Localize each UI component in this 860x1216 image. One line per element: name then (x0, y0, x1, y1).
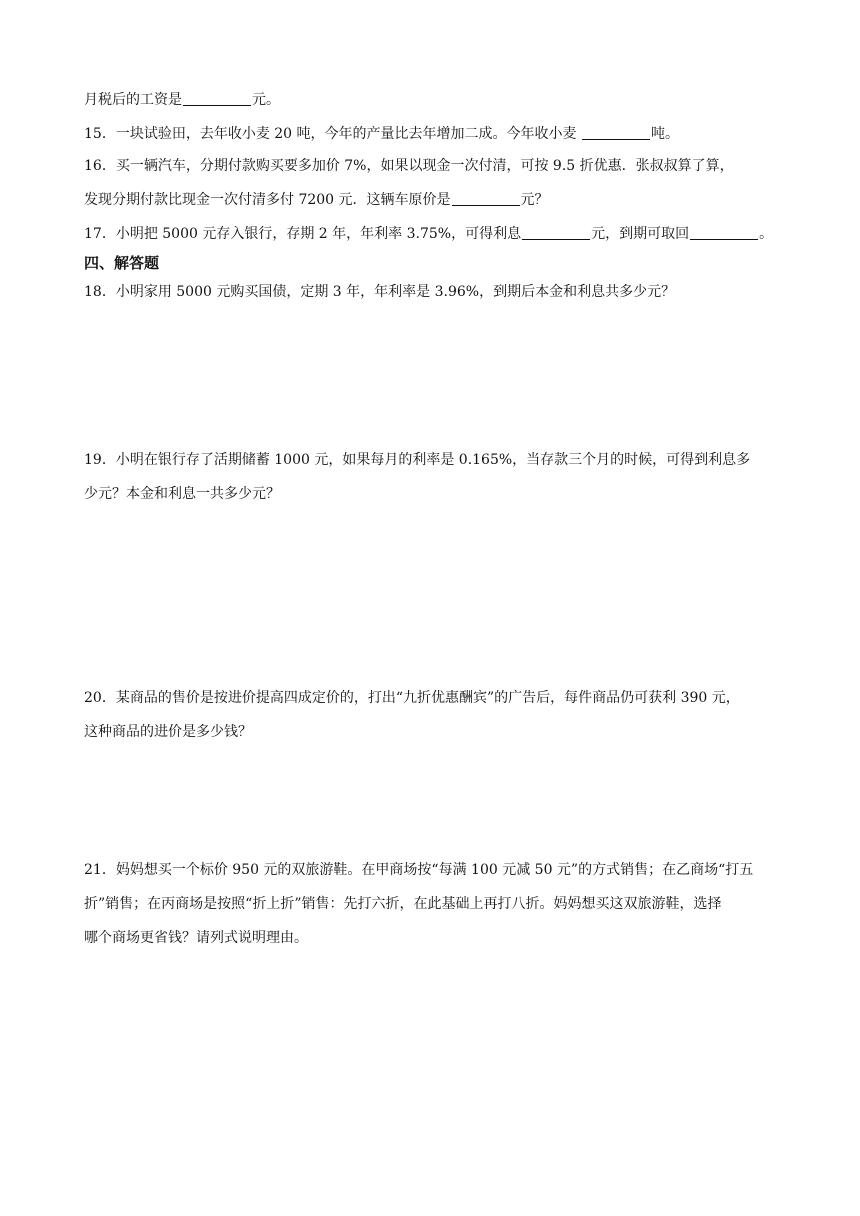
answer-blank[interactable] (690, 225, 758, 240)
answer-blank[interactable] (582, 125, 650, 140)
question-text: 哪个商场更省钱？请列式说明理由。 (84, 930, 308, 946)
question-text: 16．买一辆汽车，分期付款购买要多加价 7%，如果以现金一次付清，可按 9.5 折优惠．张叔叔算了算， (84, 158, 734, 174)
question-21-line-3 (84, 928, 308, 948)
question-text: 元？ (520, 192, 549, 208)
question-text: 元，到期可取回 (591, 226, 690, 242)
question-21-line-2 (84, 894, 721, 914)
question-14-continuation (84, 90, 280, 110)
question-text: 18．小明家用 5000 元购买国债，定期 3 年，年利率是 3.96%，到期后本金和利息共多少元？ (84, 284, 676, 300)
question-text: 19．小明在银行存了活期储蓄 1000 元，如果每月的利率是 0.165%，当存款三个月的时候，可得到利息多 (84, 452, 751, 468)
question-20-line-1 (84, 688, 740, 708)
question-text: 吨。 (650, 126, 679, 142)
question-20-line-2 (84, 722, 252, 742)
question-text: 这种商品的进价是多少钱？ (84, 724, 252, 740)
question-18 (84, 282, 675, 302)
question-text: 少元？本金和利息一共多少元？ (84, 486, 280, 502)
question-16-line-2 (84, 190, 549, 210)
question-text: 。 (759, 226, 774, 242)
answer-blank[interactable] (452, 191, 520, 206)
question-text: 月税后的工资是 (84, 92, 182, 108)
question-19-line-1 (84, 450, 750, 470)
question-text: 折”销售；在丙商场是按照“折上折”销售：先打六折，在此基础上再打八折。妈妈想买这双旅游鞋，选择 (84, 896, 722, 912)
answer-blank[interactable] (183, 91, 251, 106)
question-text: 17．小明把 5000 元存入银行，存期 2 年，年利率 3.75%，可得利息 (84, 226, 522, 242)
question-text: 15．一块试验田，去年收小麦 20 吨，今年的产量比去年增加二成。今年收小麦 (84, 126, 581, 142)
question-text: 元。 (252, 92, 280, 108)
question-15 (84, 124, 679, 144)
question-19-line-2 (84, 484, 280, 504)
question-text: 20．某商品的售价是按进价提高四成定价的，打出“九折优惠酬宾”的广告后，每件商品仍可获利 390 元， (84, 690, 740, 706)
question-text: 21．妈妈想买一个标价 950 元的双旅游鞋。在甲商场按“每满 100 元减 50 元”的方式销售；在乙商场“打五 (84, 862, 754, 878)
question-16-line-1 (84, 156, 734, 176)
section-title: 四、解答题 (84, 254, 160, 272)
question-21-line-1 (84, 860, 753, 880)
question-17 (84, 224, 773, 244)
question-text: 发现分期付款比现金一次付清多付 7200 元．这辆车原价是 (84, 192, 451, 208)
answer-blank[interactable] (522, 225, 590, 240)
